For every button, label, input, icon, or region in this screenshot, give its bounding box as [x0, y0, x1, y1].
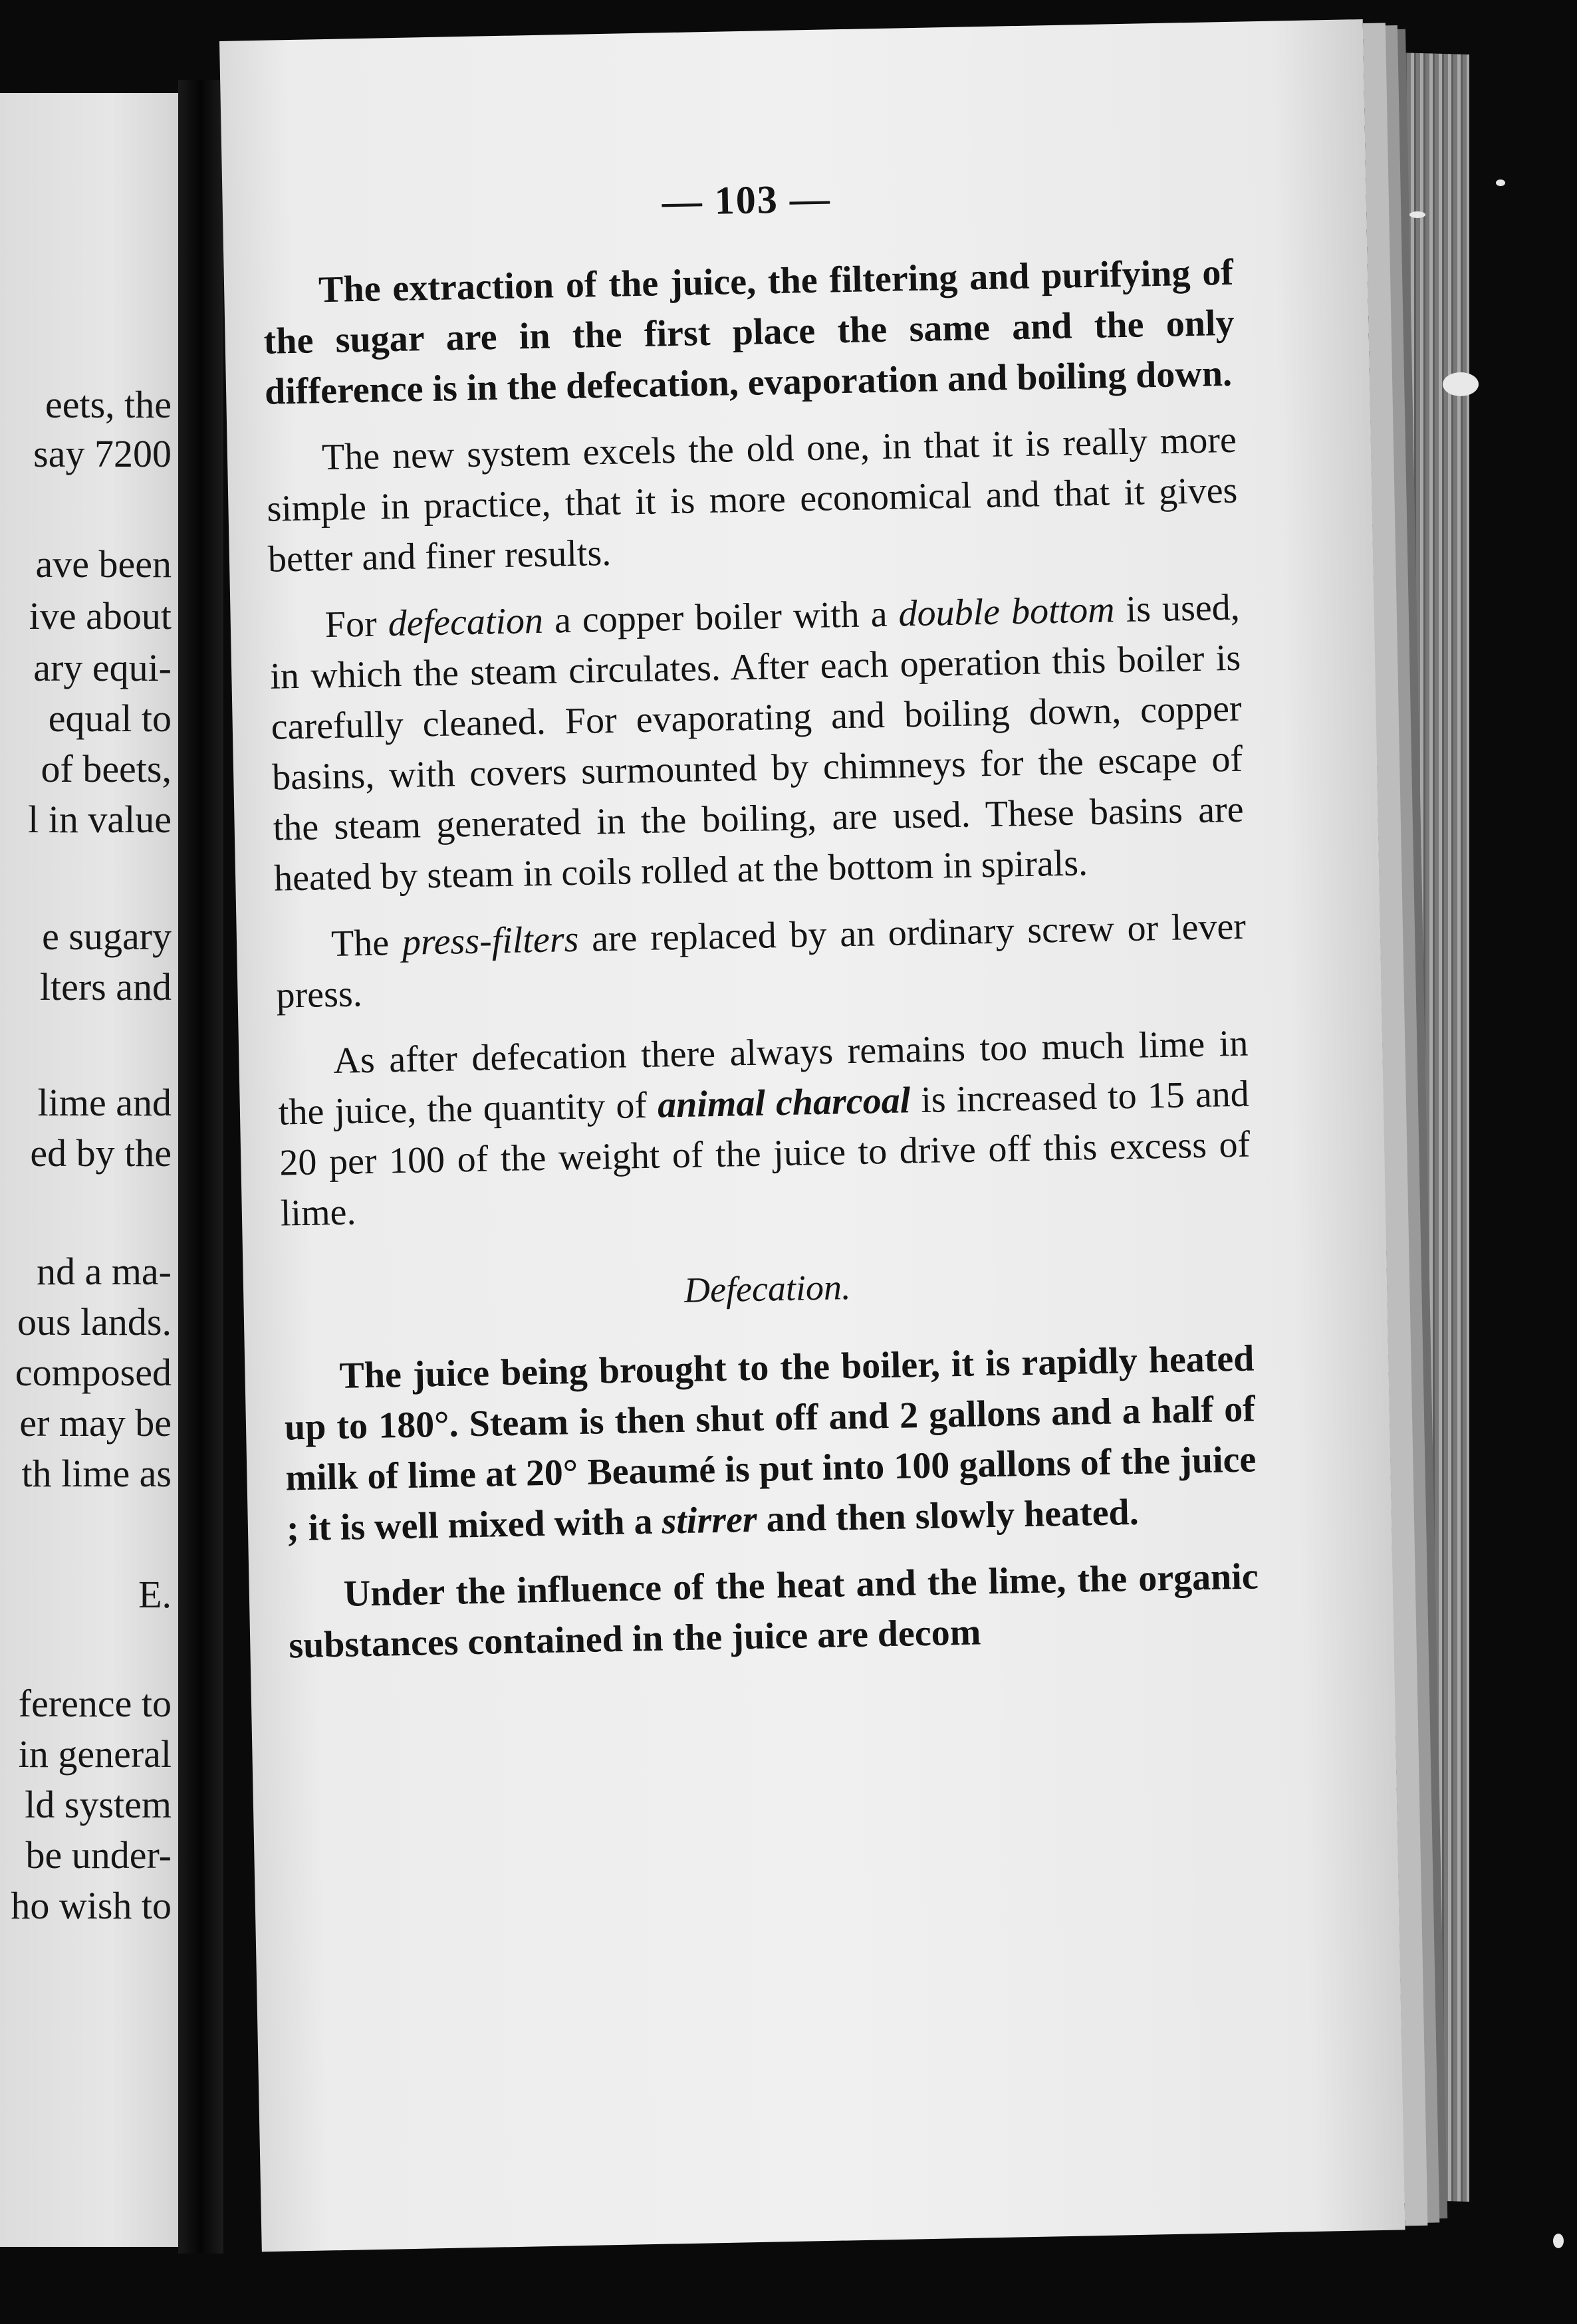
left-line: eets, the — [45, 383, 172, 426]
text-run: The — [330, 921, 403, 965]
left-line: e sugary — [42, 915, 172, 958]
left-line: lime and — [37, 1081, 172, 1124]
book-gutter — [178, 80, 223, 2254]
current-page — [219, 19, 1405, 2252]
left-line: ous lands. — [17, 1300, 172, 1343]
left-line: ive about — [29, 594, 172, 638]
left-line: ary equi- — [33, 646, 172, 689]
italic-term: double bottom — [898, 589, 1116, 635]
left-line: ld system — [25, 1783, 172, 1826]
paragraph-organic-substances: Under the influence of the heat and the lime, the organic substances contained in the juice are decom — [288, 1556, 1259, 1667]
dust-speck — [1496, 179, 1505, 186]
italic-term: press-filters — [402, 918, 579, 963]
italic-term: defecation — [388, 600, 544, 645]
left-line: er may be — [19, 1401, 172, 1445]
section-heading: Defecation. — [683, 1267, 851, 1310]
left-line: say 7200 — [33, 432, 172, 475]
paragraph-extraction: The extraction of the juice, the filtering and purifying of the sugar are in the first place the same and the only difference is in the defecation, evaporation and boiling down. — [263, 251, 1235, 413]
paragraph-defecation-boiler — [269, 582, 1245, 904]
left-line: ho wish to — [11, 1884, 172, 1927]
left-line: of beets, — [41, 747, 172, 790]
left-line: ference to — [18, 1682, 172, 1725]
text-run: For — [324, 603, 389, 646]
text-run: The juice being brought to the boiler, it is rapidly heated up to 180°. Steam is then shut off and 2 gallons and a half of milk of lime at 20° Beaumé is put into 100 gallons of the juice ; it is well mixed with a — [284, 1337, 1257, 1550]
dust-speck — [1443, 372, 1479, 396]
left-line: in general — [18, 1732, 172, 1776]
paragraph-juice-heating — [283, 1333, 1258, 1554]
text-run: and then slowly heated. — [757, 1491, 1140, 1540]
left-line: ed by the — [30, 1131, 172, 1175]
paragraph-animal-charcoal — [277, 1018, 1252, 1239]
left-line: nd a ma- — [37, 1250, 172, 1293]
paragraph-press-filters — [275, 901, 1247, 1021]
text-run: a copper boiler with a — [543, 593, 900, 641]
left-line: composed — [15, 1351, 172, 1394]
text-run: is used, in which the steam circulates. After each operation this boiler is carefully cleaned. For evaporating and boiling down, copper basins, with covers surmounted by chimneys for the escape of the steam generated in the boiling, are used. These basins are heated by steam in coils rolled at the bottom in spirals. — [269, 586, 1245, 899]
text-run: As after defecation there always remains too much lime in the juice, the quantity of — [278, 1022, 1249, 1133]
page-body — [261, 168, 1260, 1687]
dust-speck — [1409, 211, 1425, 218]
page-number: — 103 — — [662, 176, 832, 224]
dust-speck — [1553, 2234, 1564, 2248]
previous-page — [0, 93, 186, 2247]
left-line: equal to — [48, 697, 172, 740]
left-line: ave been — [35, 542, 172, 586]
left-line: th lime as — [21, 1452, 172, 1495]
italic-term: animal charcoal — [657, 1080, 911, 1126]
text-run: is increased to 15 and 20 per 100 of the weight of the juice to drive off this excess of lime. — [279, 1073, 1251, 1234]
italic-term: stirrer — [661, 1498, 758, 1542]
text-run: are replaced by an ordinary screw or lever press. — [275, 905, 1247, 1016]
paragraph-new-system: The new system excels the old one, in that it is really more simple in practice, that it is more economical and that it gives better and finer results. — [266, 419, 1238, 580]
left-line: l in value — [28, 798, 172, 841]
left-line: E. — [138, 1573, 172, 1616]
left-line: be under- — [25, 1833, 172, 1877]
left-line: lters and — [39, 965, 172, 1008]
